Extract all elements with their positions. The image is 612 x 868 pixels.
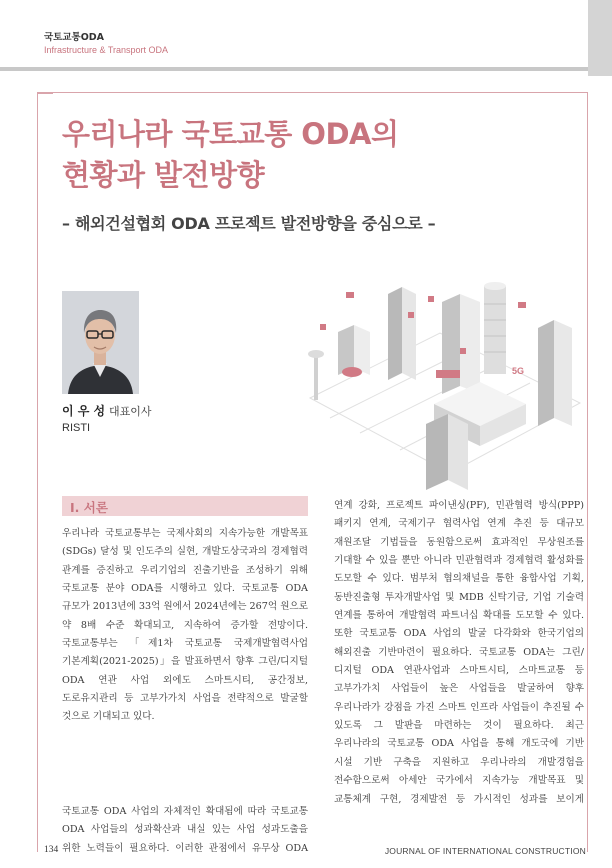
page-header bbox=[0, 0, 612, 70]
body-line: 국토교통 분야 ODA를 시행하고 있다. 국토교통 ODA bbox=[62, 583, 308, 595]
frame-tab bbox=[37, 92, 53, 94]
body-line: 우리나라의 국토교통 ODA 사업을 통해 개도국에 기반 bbox=[334, 738, 584, 750]
body-line: 패키지 연계, 국제기구 협력사업 연계 추진 등 대규모 bbox=[334, 518, 584, 530]
body-line: 우리나라가 강점을 가진 스마트 인프라 사업들이 추진될 수 bbox=[334, 701, 584, 713]
body-line: ODA 사업들의 성과확산과 내실 있는 사업 성과도출을 bbox=[62, 824, 308, 836]
body-line: 관계를 증진하고 우리기업의 진출기반을 조성하기 위해 bbox=[62, 564, 308, 576]
body-line: 고부가가치 사업들이 높은 사업들을 발굴하여 향후 bbox=[334, 683, 584, 695]
section-heading-text: Ⅰ. 서론 bbox=[70, 500, 108, 515]
article-title-line1: 우리나라 국토교통 ODA의 bbox=[62, 117, 399, 151]
body-line: ODA 연관 사업 외에도 스마트시티, 공간정보, bbox=[62, 674, 308, 686]
body-line: 또한 국토교통 ODA 사업의 발굴 다각화와 한국기업의 bbox=[334, 628, 584, 640]
body-line: 것으로 기대되고 있다. bbox=[62, 711, 155, 723]
author-name-line bbox=[62, 402, 151, 419]
body-line: 연계를 통하여 개발협력 파트너십 확대를 도모할 수 있다. bbox=[334, 610, 584, 622]
body-line: 시설 기반 구축을 지원하고 우리나라의 개발경험을 bbox=[334, 756, 584, 768]
body-line: 기대할 수 있을 뿐만 아니라 민관협력과 경제협력 활성화를 bbox=[334, 555, 584, 567]
body-line: 우리나라 국토교통부는 국제사회의 지속가능한 개발목표 bbox=[62, 528, 308, 539]
article-subtitle: – 해외건설협회 ODA 프로젝트 발전방향을 중심으로 – bbox=[62, 214, 436, 233]
corner-block bbox=[588, 0, 612, 76]
section-label-ko: 국토교통ODA bbox=[44, 32, 105, 43]
body-line: 위한 노력들이 필요하다. 이러한 관점에서 유무상 ODA bbox=[62, 842, 308, 854]
body-column-left-bottom bbox=[62, 803, 308, 858]
building-front bbox=[426, 414, 468, 490]
section-label-en: Infrastructure & Transport ODA bbox=[44, 45, 169, 55]
building-cylinder bbox=[484, 282, 506, 374]
body-column-left-top bbox=[62, 525, 308, 727]
page-number: 134 bbox=[44, 845, 59, 855]
body-line: 재원조달 기법들을 동원함으로써 효과적인 무상원조를 bbox=[334, 536, 584, 548]
building-grid bbox=[442, 294, 480, 394]
smart-city-illustration bbox=[290, 268, 590, 493]
header-rule bbox=[0, 67, 612, 71]
journal-name: JOURNAL OF INTERNATIONAL CONSTRUCTION bbox=[384, 846, 586, 856]
section-heading-intro bbox=[62, 496, 308, 516]
body-line: (SDGs) 달성 및 인도주의 실현, 개발도상국과의 경제협력 bbox=[62, 546, 308, 558]
author-name: 이 우 성 bbox=[62, 404, 106, 418]
author-role: 대표이사 bbox=[108, 405, 152, 418]
body-line: 국토교통부는 「제1차 국토교통 국제개발협력사업 bbox=[62, 638, 308, 650]
body-line: 도로유지관리 등 고부가가치 사업을 전략적으로 발굴할 bbox=[62, 693, 308, 705]
body-column-right bbox=[334, 497, 584, 809]
car-icon bbox=[342, 367, 362, 377]
body-line: 기본계획(2021-2025)」을 발표하면서 향후 그린/디지털 bbox=[62, 656, 308, 668]
body-line: 약 8배 수준 확대되고, 지속하여 증가할 전망이다. bbox=[62, 619, 308, 631]
body-line: 국토교통 ODA 사업의 자체적인 확대됨에 따라 국토교통 bbox=[62, 806, 308, 817]
building-right-tower bbox=[538, 320, 572, 426]
body-line: 교통체계 구현, 경제발전 등 가시적인 성과를 보이게 bbox=[334, 793, 584, 805]
body-line: 디지털 ODA 연관사업과 스마트시티, 스마트교통 등 bbox=[334, 665, 584, 677]
author-photo bbox=[62, 291, 139, 394]
body-line: 도모할 수 있다. 범부처 협의채널을 통한 융합사업 기획, bbox=[334, 573, 584, 585]
body-line: 전수함으로써 아세안 국가에서 지속가능 개발목표 및 bbox=[334, 775, 584, 787]
body-line: 규모가 2013년에 33억 원에서 2024년에는 267억 원으로 bbox=[62, 601, 308, 613]
body-line: 동반진출형 투자개발사업 및 MDB 신탁기금, 기업 기술력 bbox=[334, 591, 584, 603]
author-org: RISTI bbox=[62, 422, 91, 434]
badge-5g: 5G bbox=[512, 366, 525, 376]
body-line: 연계 강화, 프로젝트 파이낸싱(PF), 민관협력 방식(PPP) bbox=[334, 500, 584, 511]
building-tall-left bbox=[388, 287, 416, 380]
person-portrait-icon bbox=[62, 291, 139, 394]
body-line: 해외진출 기반마련이 필요하다. 국토교통 ODA는 그린/ bbox=[334, 646, 584, 658]
article-title-line2: 현황과 발전방향 bbox=[62, 158, 265, 192]
body-line: 있도록 그 발판을 마련하는 것이 필요하다. 최근 bbox=[334, 720, 584, 732]
